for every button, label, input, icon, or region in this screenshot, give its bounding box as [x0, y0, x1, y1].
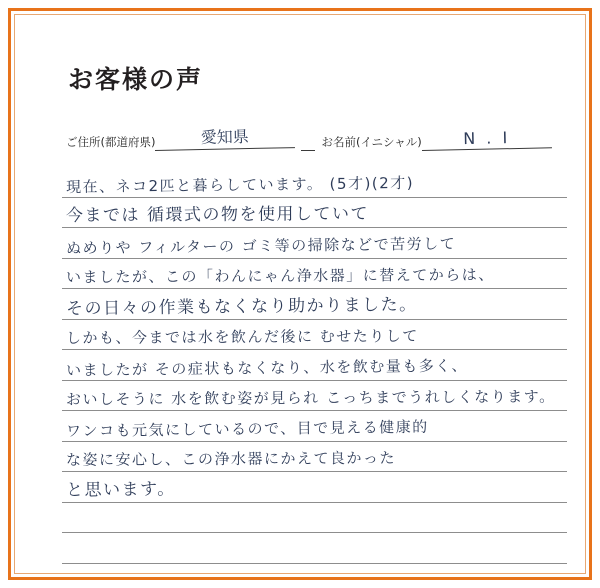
- handwritten-line: [62, 320, 567, 351]
- handwritten-line: [62, 472, 567, 503]
- handwritten-line-blank: [62, 533, 567, 564]
- field-divider-rule: [301, 149, 315, 151]
- handwritten-text: ぬめりや フィルターの ゴミ等の掃除などで苦労して: [65, 234, 457, 257]
- handwritten-text: その日々の作業もなくなり助かりました。: [65, 294, 418, 319]
- field-name-value: N . I: [421, 127, 551, 151]
- handwritten-text: しかも、今までは水を飲んだ後に むせたりして: [65, 326, 419, 348]
- field-address-label: ご住所(都道府県): [66, 135, 156, 149]
- handwritten-line: [62, 381, 567, 412]
- handwritten-line: [62, 350, 567, 381]
- handwritten-text: いましたが その症状もなくなり、水を飲む量も多く、: [65, 356, 469, 379]
- handwritten-text: な姿に安心し、この浄水器にかえて良かった: [65, 448, 397, 470]
- handwritten-line: [62, 198, 567, 229]
- customer-fields: [66, 126, 560, 151]
- handwritten-line: [62, 289, 567, 320]
- handwritten-body: [62, 167, 567, 564]
- handwritten-text: 現在、ネコ2匹と暮らしています。 (5才)(2才): [65, 173, 415, 196]
- handwritten-text: いましたが、この「わんにゃん浄水器」に替えてからは、: [65, 265, 495, 287]
- field-address-value: 愛知県: [155, 123, 295, 151]
- handwritten-line: [62, 228, 567, 259]
- handwritten-text: と思います。: [65, 478, 176, 501]
- handwritten-line: [62, 411, 567, 442]
- field-name: [321, 130, 551, 151]
- handwritten-text: 今までは 循環式の物を使用していて: [65, 204, 369, 226]
- handwritten-line-blank: [62, 503, 567, 534]
- handwritten-line: [62, 259, 567, 290]
- handwritten-text: ワンコも元気にしているので、目で見える健康的: [65, 417, 429, 440]
- handwritten-line: [62, 442, 567, 473]
- field-address: [66, 126, 295, 151]
- page-content: [40, 36, 560, 564]
- handwritten-line: [62, 167, 567, 198]
- field-name-label: お名前(イニシャル): [321, 135, 422, 149]
- page-title: お客様の声: [68, 65, 204, 94]
- handwritten-text: おいしそうに 水を飲む姿が見られ こっちまでうれしくなります。: [65, 387, 556, 409]
